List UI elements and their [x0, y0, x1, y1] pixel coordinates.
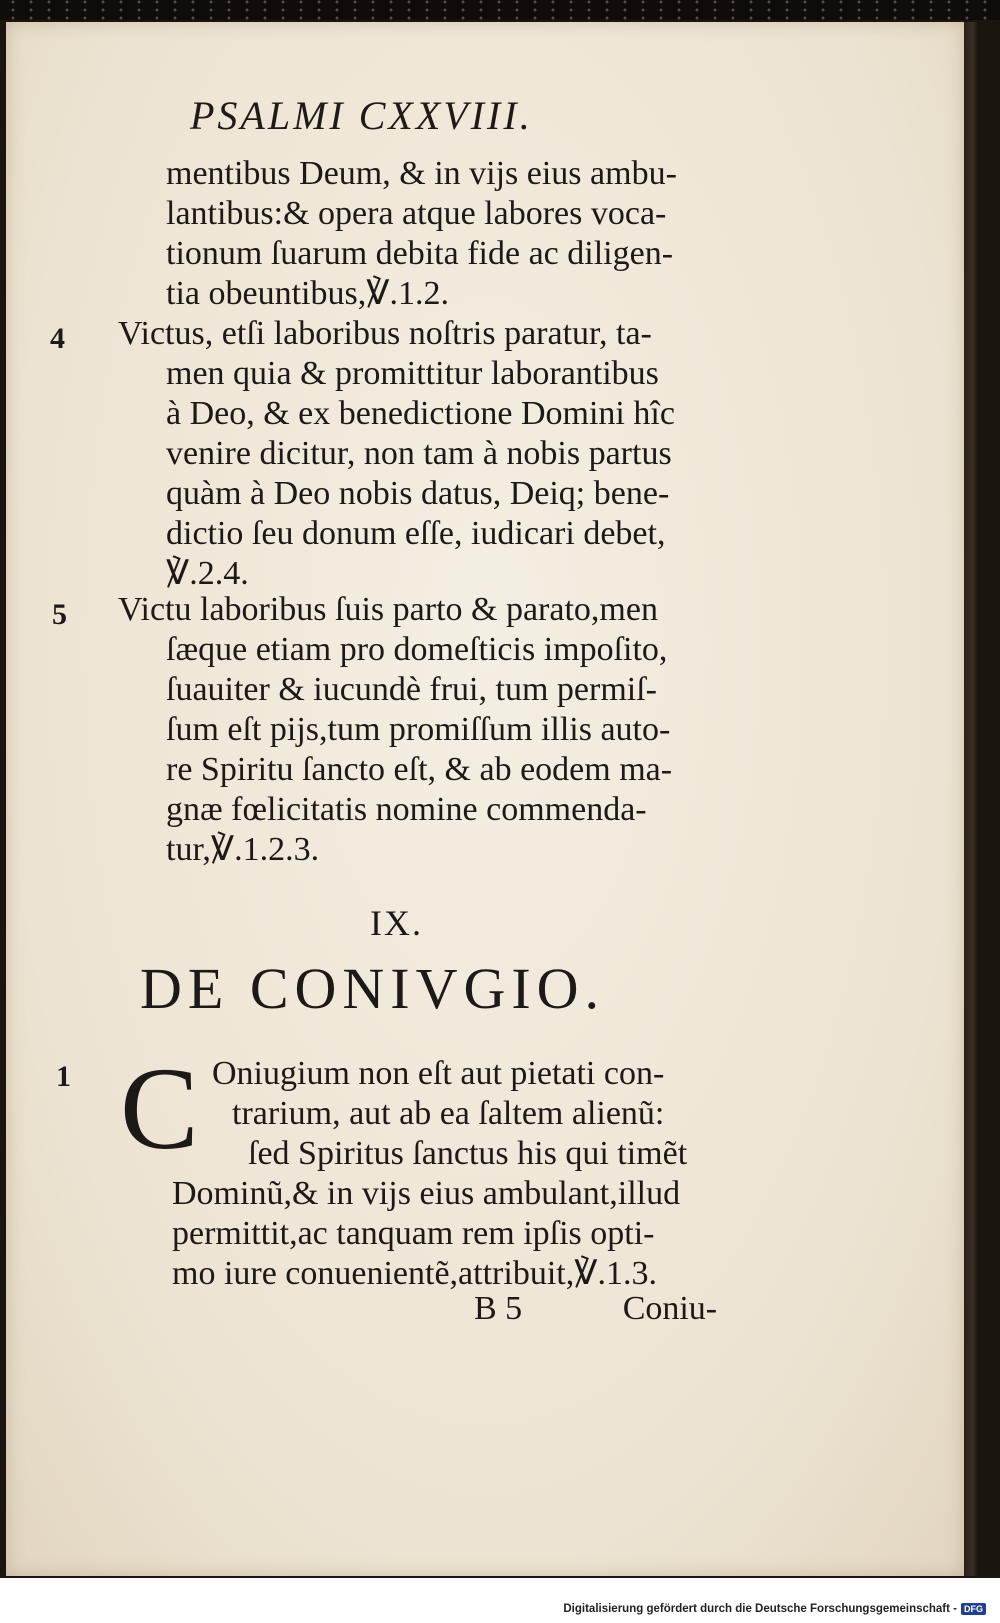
text-line: mo iure conuenientẽ,attribuit,℣.1.3.: [172, 1255, 657, 1292]
text-line: Victu laboribus ſuis parto & parato,men: [118, 591, 658, 628]
text-line: trarium, aut ab ea ſaltem alienũ:: [232, 1095, 665, 1132]
text-line: Victus, etſi laboribus noſtris paratur, ta-: [118, 315, 652, 352]
digitization-credit: [563, 1603, 986, 1615]
text-line: men quia & promittitur laborantibus: [166, 355, 659, 392]
text-line: Dominũ,& in vijs eius ambulant,illud: [172, 1175, 681, 1212]
book-fore-edge: [964, 22, 978, 1576]
margin-number: 5: [52, 598, 67, 631]
section-number: IX.: [370, 903, 423, 943]
margin-number: 1: [56, 1060, 71, 1093]
running-head: PSALMI CXXVIII.: [190, 93, 533, 138]
text-line: permittit,ac tanquam rem ipſis opti-: [172, 1215, 655, 1252]
text-line: ℣.2.4.: [166, 555, 249, 592]
scan-top-edge: [0, 0, 1000, 20]
text-line: ſed Spiritus ſanctus his qui timẽt: [248, 1135, 688, 1172]
text-line: à Deo, & ex benedictione Domini hîc: [166, 395, 675, 432]
text-line: ſum eſt pijs,tum promiſſum illis auto-: [166, 711, 671, 748]
text-line: mentibus Deum, & in vijs eius ambu-: [166, 155, 677, 192]
text-line: venire dicitur, non tam à nobis partus: [166, 435, 672, 472]
catchword: Coniu-: [622, 1290, 718, 1327]
margin-number: 4: [50, 322, 65, 355]
drop-cap: C: [120, 1043, 199, 1174]
dfg-logo: DFG: [961, 1603, 986, 1615]
text-line: lantibus:& opera atque labores voca-: [166, 195, 667, 232]
page-foot: [474, 1290, 717, 1328]
text-line: re Spiritu ſancto eſt, & ab eodem ma-: [166, 751, 673, 788]
text-line: ſuauiter & iucundè frui, tum permiſ-: [166, 671, 657, 708]
credit-text: Digitalisierung gefördert durch die Deutsche Forschungsgemeinschaft -: [563, 1603, 957, 1615]
text-line: Oniugium non eſt aut pietati con-: [212, 1055, 665, 1092]
text-line: tia obeuntibus,℣.1.2.: [166, 275, 449, 312]
text-line: gnæ fœlicitatis nomine commenda-: [166, 791, 647, 828]
signature-mark: B 5: [474, 1290, 523, 1327]
section-title: DE CONIVGIO.: [140, 956, 606, 1021]
text-line: dictio ſeu donum eſſe, iudicari debet,: [166, 515, 666, 552]
text-line: tur,℣.1.2.3.: [166, 831, 320, 868]
footer-band: [0, 1578, 1000, 1623]
text-line: tionum ſuarum debita fide ac diligen-: [166, 235, 674, 272]
text-line: ſæque etiam pro domeſticis impoſito,: [166, 631, 668, 668]
text-line: quàm à Deo nobis datus, Deiq; bene-: [166, 475, 670, 512]
